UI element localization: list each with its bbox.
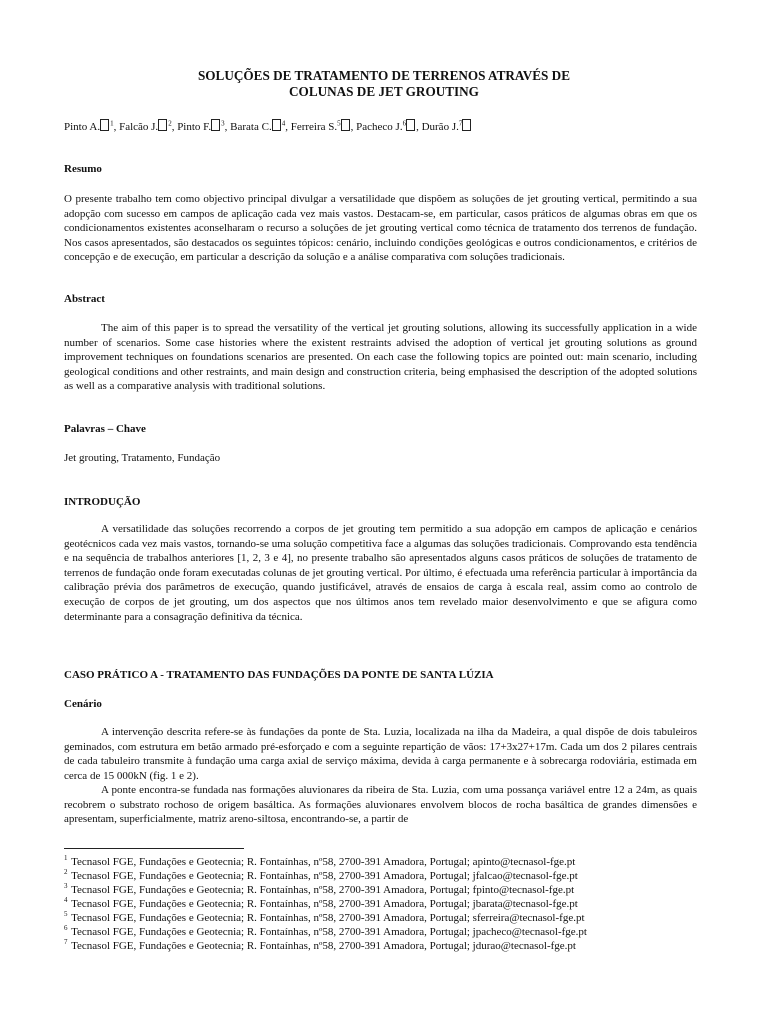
author-list: [64, 119, 704, 134]
resumo-heading: Resumo: [64, 163, 102, 175]
introduction-paragraph: A versatilidade das soluções recorrendo a corpos de jet grouting tem permitido a sua adopção em campos de aplicação e cenários geotécnicos cada vez mais vastos, tornando-se uma solução competitiva face a algumas das soluções tradicionais. Comprovando esta tendência e na sequência de trabalhos anteriores [1, 2, 3 e 4], no presente trabalho são apresentados alguns casos práticos de soluções de tratamento de terrenos de fundação onde foram executadas colunas de jet grouting vertical. Por último, é efectuada uma referência particular à importância da calibração prévia dos parâmetros de execução, quando justificável, através de ensaios de carga à escala real, assim como ao controlo de execução de corpos de jet grouting, um dos aspectos que nos últimos anos tem revelado maior desenvolvimento e que se afigura como determinante para a consagração definitiva da técnica.: [64, 523, 697, 623]
resumo-paragraph: O presente trabalho tem como objectivo principal divulgar a versatilidade que dispõem as soluções de jet grouting vertical, permitindo a sua adopção com sucesso em campos de aplicação cada vez mais vastos. Destacam-se, em particular, casos práticos de algumas obras em que os condicionamentos existentes aconselharam o recurso a soluções de jet grouting vertical como técnica de tratamento dos terrenos de fundação. Nos casos apresentados, são destacados os seguintes tópicos: cenário, incluindo condições geológicas e outros condicionamentos, e critérios de concepção e de execução, em particular a descrição da solução e a análise comparativa com soluções tradicionais.: [64, 193, 697, 264]
abstract-heading: Abstract: [64, 293, 105, 305]
footnote-separator: [64, 848, 244, 849]
keywords-text: Jet grouting, Tratamento, Fundação: [64, 452, 221, 464]
author: Falcão J. $^2$,: [119, 119, 178, 133]
author: Pacheco J.$^6$ ,: [356, 119, 422, 133]
paper-title: [64, 68, 704, 100]
footnote: $^6$ Tecnasol FGE, Fundações e Geotecnia; R. Fontaínhas, nº58, 2700-391 Amadora, Portugal; jpacheco@tecnasol-fge.pt: [64, 924, 587, 938]
abstract-paragraph: The aim of this paper is to spread the versatility of the vertical jet grouting solutions, allowing its successfully application in a wide number of scenarios. Some case histories where the existent restraints advised the adoption of vertical jet grouting solutions as ground improvement techniques on foundations scenarios are presented. On each case the following topics are pointed out: main scenario, including geological conditions and other restraints, and main design and construction criteria, being emphasised the description of the adopted solutions as well as a comparative analysis with traditional solutions.: [64, 322, 697, 393]
author: Pinto A. $^1$,: [64, 119, 120, 133]
missing-glyph-icon: [406, 119, 415, 131]
missing-glyph-icon: [100, 119, 109, 131]
author: Ferreira S.$^5$ ,: [290, 119, 357, 133]
introduction-heading: INTRODUÇÃO: [64, 496, 141, 508]
keywords-heading: Palavras – Chave: [64, 423, 146, 435]
title-line-2: COLUNAS DE JET GROUTING: [289, 84, 479, 99]
missing-glyph-icon: [462, 119, 471, 131]
author: Barata C. $^4$,: [230, 119, 291, 133]
footnote: $^5$ Tecnasol FGE, Fundações e Geotecnia; R. Fontaínhas, nº58, 2700-391 Amadora, Portugal; sferreira@tecnasol-fge.pt: [64, 910, 585, 924]
scenario-paragraph-2: A ponte encontra-se fundada nas formações aluvionares da ribeira de Sta. Luzia, com uma possança variável entre 12 a 24m, as quais recobrem o substrato rochoso de origem basáltica. As formações aluvionares envolvem blocos de rocha basáltica de grandes dimensões e apresentam, superficialmente, matriz areno-siltosa, encontrando-se, a partir de: [64, 784, 697, 826]
footnote: $^2$ Tecnasol FGE, Fundações e Geotecnia; R. Fontaínhas, nº58, 2700-391 Amadora, Portugal; jfalcao@tecnasol-fge.pt: [64, 868, 578, 882]
footnote: $^7$ Tecnasol FGE, Fundações e Geotecnia; R. Fontaínhas, nº58, 2700-391 Amadora, Portugal; jdurao@tecnasol-fge.pt: [64, 938, 576, 952]
author: Durão J.$^7$: [422, 121, 473, 133]
title-line-1: SOLUÇÕES DE TRATAMENTO DE TERRENOS ATRAVÉS DE: [197, 68, 571, 83]
missing-glyph-icon: [341, 119, 350, 131]
case-study-heading: CASO PRÁTICO A - TRATAMENTO DAS FUNDAÇÕES DA PONTE DE SANTA LÚZIA: [64, 669, 494, 681]
missing-glyph-icon: [158, 119, 167, 131]
missing-glyph-icon: [211, 119, 220, 131]
scenario-heading: Cenário: [64, 698, 102, 710]
missing-glyph-icon: [272, 119, 281, 131]
footnote: $^3$ Tecnasol FGE, Fundações e Geotecnia; R. Fontaínhas, nº58, 2700-391 Amadora, Portugal; fpinto@tecnasol-fge.pt: [64, 882, 575, 896]
footnote: $^4$ Tecnasol FGE, Fundações e Geotecnia; R. Fontaínhas, nº58, 2700-391 Amadora, Portugal; jbarata@tecnasol-fge.pt: [64, 896, 578, 910]
footnote: $^1$ Tecnasol FGE, Fundações e Geotecnia; R. Fontaínhas, nº58, 2700-391 Amadora, Portugal; apinto@tecnasol-fge.pt: [64, 854, 576, 868]
author: Pinto F. $^3$,: [177, 119, 231, 133]
scenario-paragraph-1: A intervenção descrita refere-se às fundações da ponte de Sta. Luzia, localizada na ilha da Madeira, a qual dispõe de dois tabuleiros geminados, com estrutura em betão armado pré-esforçado e com a seguinte repartição de vãos: 17+3x27+17m. Cada um dos 2 pilares centrais de cada tabuleiro transmite à fundação uma carga axial de serviço máxima, devida à carga permanente e à sobrecarga rodoviária, estimada em cerca de 15 000kN (fig. 1 e 2).: [64, 726, 697, 782]
